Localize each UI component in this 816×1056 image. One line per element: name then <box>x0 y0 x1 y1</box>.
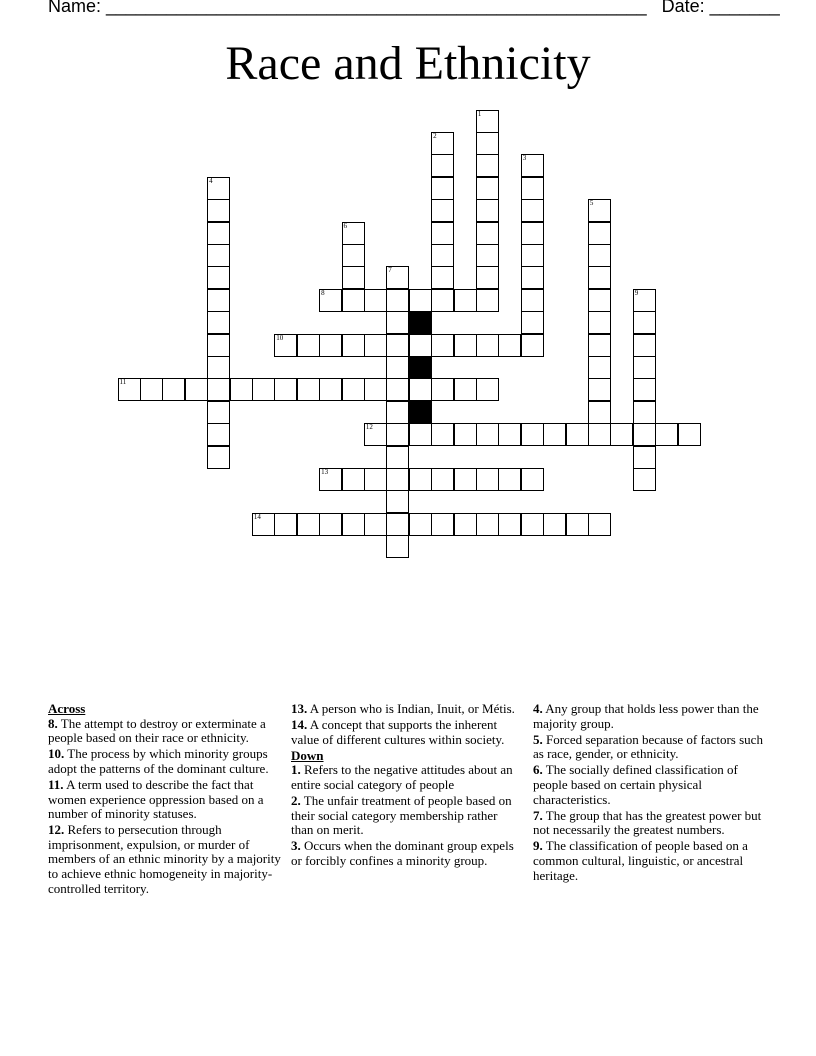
grid-cell[interactable] <box>386 468 409 491</box>
grid-cell[interactable] <box>207 199 230 222</box>
clue-number: 5 <box>589 199 594 208</box>
clue-text: Any group that holds less power than the majority group. <box>533 701 759 731</box>
grid-cell[interactable] <box>386 446 409 469</box>
grid-cell[interactable] <box>476 468 499 491</box>
grid-cell[interactable] <box>409 334 432 357</box>
across-clue <box>48 747 284 776</box>
grid-cell[interactable] <box>140 378 163 401</box>
grid-cell[interactable] <box>207 334 230 357</box>
clue-text: The classification of people based on a common cultural, linguistic, or ancestral heritage. <box>533 838 748 883</box>
clue-number: 6. <box>533 762 543 778</box>
grid-cell[interactable] <box>588 244 611 267</box>
grid-cell[interactable] <box>476 378 499 401</box>
grid-cell[interactable] <box>431 513 454 536</box>
page-title: Race and Ethnicity <box>225 37 591 90</box>
across-clue <box>291 718 523 747</box>
clue-text: The attempt to destroy or exterminate a people based on their race or ethnicity. <box>48 715 266 746</box>
grid-cell[interactable] <box>207 222 230 245</box>
grid-cell[interactable] <box>230 378 253 401</box>
grid-cell[interactable] <box>566 513 589 536</box>
grid-cell[interactable] <box>476 132 499 155</box>
grid-cell[interactable] <box>521 513 544 536</box>
down-clue-list <box>291 763 523 868</box>
grid-cell[interactable] <box>207 311 230 334</box>
grid-cell[interactable] <box>207 244 230 267</box>
grid-cell[interactable] <box>655 423 678 446</box>
down-clue <box>291 763 523 792</box>
grid-cell[interactable] <box>588 222 611 245</box>
clue-column-2 <box>291 702 523 870</box>
grid-cell[interactable] <box>185 378 208 401</box>
grid-cell[interactable] <box>409 289 432 312</box>
grid-cell[interactable] <box>409 423 432 446</box>
grid-cell[interactable] <box>386 513 409 536</box>
grid-cell[interactable] <box>476 513 499 536</box>
date-field-label: Date: _______ <box>661 0 780 16</box>
grid-cell[interactable] <box>386 266 409 289</box>
grid-cell[interactable] <box>319 289 342 312</box>
grid-block <box>409 401 432 424</box>
down-clue <box>533 839 765 883</box>
clue-text: A term used to describe the fact that women experience oppression based on a number of minority statuses. <box>48 776 264 822</box>
grid-cell[interactable] <box>476 154 499 177</box>
grid-cell[interactable] <box>521 199 544 222</box>
clue-number: 14. <box>291 717 308 733</box>
grid-cell[interactable] <box>386 311 409 334</box>
grid-cell[interactable] <box>588 311 611 334</box>
clue-number: 9 <box>634 288 639 297</box>
grid-cell[interactable] <box>274 513 297 536</box>
grid-cell[interactable] <box>409 513 432 536</box>
grid-cell[interactable] <box>431 244 454 267</box>
clue-number: 1. <box>291 762 301 778</box>
grid-cell[interactable] <box>588 266 611 289</box>
grid-cell[interactable] <box>454 423 477 446</box>
clue-number: 12 <box>365 423 373 432</box>
grid-cell[interactable] <box>319 468 342 491</box>
clue-number: 2 <box>433 131 437 140</box>
clue-text: The group that has the greatest power but not necessarily the greatest numbers. <box>533 807 762 838</box>
down-clue <box>533 733 765 762</box>
grid-cell[interactable] <box>431 334 454 357</box>
grid-cell[interactable] <box>476 199 499 222</box>
grid-cell[interactable] <box>409 468 432 491</box>
grid-cell[interactable] <box>476 177 499 200</box>
across-heading: Across <box>48 701 86 716</box>
grid-cell[interactable] <box>364 334 387 357</box>
grid-cell[interactable] <box>498 334 521 357</box>
grid-cell[interactable] <box>633 289 656 312</box>
grid-cell[interactable] <box>521 244 544 267</box>
clue-number: 2. <box>291 793 301 809</box>
clue-number: 4. <box>533 701 543 716</box>
grid-cell[interactable] <box>118 378 141 401</box>
grid-cell[interactable] <box>431 132 454 155</box>
clue-number: 7 <box>388 266 392 275</box>
grid-cell[interactable] <box>588 356 611 379</box>
grid-cell[interactable] <box>476 244 499 267</box>
grid-cell[interactable] <box>207 289 230 312</box>
clue-number: 13. <box>291 701 308 716</box>
down-clue <box>533 809 765 838</box>
clue-text: Occurs when the dominant group expels or forcibly confines a minority group. <box>291 838 514 868</box>
grid-cell[interactable] <box>386 535 409 558</box>
grid-cell[interactable] <box>588 513 611 536</box>
clue-text: Refers to the negative attitudes about an entire social category of people <box>291 762 513 792</box>
grid-cell[interactable] <box>207 446 230 469</box>
clue-number: 10. <box>48 746 65 762</box>
grid-block <box>409 311 432 334</box>
clue-number: 6 <box>343 221 347 230</box>
clue-column-3 <box>533 702 765 885</box>
clue-text: The socially defined classification of people based on certain physical characteristics. <box>533 762 738 807</box>
across-clue <box>291 702 523 717</box>
grid-cell[interactable] <box>319 334 342 357</box>
grid-cell[interactable] <box>588 199 611 222</box>
grid-cell[interactable] <box>364 289 387 312</box>
grid-cell[interactable] <box>297 334 320 357</box>
clue-number: 12. <box>48 822 65 838</box>
clue-number: 13 <box>321 467 329 476</box>
grid-cell[interactable] <box>207 356 230 379</box>
clue-number: 10 <box>276 333 284 342</box>
grid-cell[interactable] <box>521 154 544 177</box>
grid-cell[interactable] <box>588 289 611 312</box>
grid-cell[interactable] <box>342 222 365 245</box>
clue-number: 5. <box>533 731 543 747</box>
grid-cell[interactable] <box>633 423 656 446</box>
grid-cell[interactable] <box>431 222 454 245</box>
across-clue-list <box>48 717 284 897</box>
grid-cell[interactable] <box>342 378 365 401</box>
grid-cell[interactable] <box>431 468 454 491</box>
grid-cell[interactable] <box>476 266 499 289</box>
grid-cell[interactable] <box>431 378 454 401</box>
grid-cell[interactable] <box>588 334 611 357</box>
grid-cell[interactable] <box>588 378 611 401</box>
clue-text: Forced separation because of factors such as race, gender, or ethnicity. <box>533 731 763 762</box>
across-clue <box>48 717 284 746</box>
grid-cell[interactable] <box>364 468 387 491</box>
grid-cell[interactable] <box>566 423 589 446</box>
grid-cell[interactable] <box>342 468 365 491</box>
grid-cell[interactable] <box>521 266 544 289</box>
clue-number: 8. <box>48 715 58 731</box>
clue-number: 3 <box>522 154 527 163</box>
grid-cell[interactable] <box>498 423 521 446</box>
clue-column-1 <box>48 702 284 898</box>
grid-cell[interactable] <box>431 199 454 222</box>
grid-cell[interactable] <box>633 378 656 401</box>
grid-cell[interactable] <box>521 468 544 491</box>
grid-block <box>409 356 432 379</box>
grid-cell[interactable] <box>207 423 230 446</box>
grid-cell[interactable] <box>342 266 365 289</box>
grid-cell[interactable] <box>319 513 342 536</box>
grid-cell[interactable] <box>521 222 544 245</box>
grid-cell[interactable] <box>252 513 275 536</box>
clue-text: The process by which minority groups adopt the patterns of the dominant culture. <box>48 746 269 776</box>
clue-number: 8 <box>321 288 325 297</box>
grid-cell[interactable] <box>633 401 656 424</box>
grid-cell[interactable] <box>521 423 544 446</box>
grid-cell[interactable] <box>207 266 230 289</box>
grid-cell[interactable] <box>454 334 477 357</box>
clue-number: 9. <box>533 838 543 854</box>
grid-cell[interactable] <box>342 244 365 267</box>
grid-cell[interactable] <box>521 177 544 200</box>
grid-cell[interactable] <box>364 423 387 446</box>
grid-cell[interactable] <box>207 378 230 401</box>
grid-cell[interactable] <box>454 513 477 536</box>
grid-cell[interactable] <box>476 289 499 312</box>
clue-number: 3. <box>291 838 301 854</box>
grid-cell[interactable] <box>633 468 656 491</box>
grid-cell[interactable] <box>633 334 656 357</box>
grid-cell[interactable] <box>476 110 499 133</box>
across-clue <box>48 823 284 896</box>
across-clue <box>48 778 284 822</box>
grid-cell[interactable] <box>476 334 499 357</box>
grid-cell[interactable] <box>386 289 409 312</box>
grid-cell[interactable] <box>297 378 320 401</box>
grid-cell[interactable] <box>633 311 656 334</box>
down-clue <box>533 702 765 731</box>
grid-cell[interactable] <box>498 513 521 536</box>
grid-cell[interactable] <box>162 378 185 401</box>
grid-cell[interactable] <box>274 334 297 357</box>
down-clue <box>291 794 523 838</box>
clue-text: A person who is Indian, Inuit, or Métis. <box>307 701 515 716</box>
across-clue-list-continued <box>291 702 523 747</box>
grid-cell[interactable] <box>386 356 409 379</box>
grid-cell[interactable] <box>319 378 342 401</box>
grid-cell[interactable] <box>342 513 365 536</box>
clue-text: Refers to persecution through imprisonment, expulsion, or murder of members of an ethnic minority by a majority to achieve ethnic homogeneity in majority- controlled territory. <box>48 822 281 896</box>
grid-cell[interactable] <box>633 446 656 469</box>
grid-cell[interactable] <box>364 378 387 401</box>
grid-cell[interactable] <box>454 468 477 491</box>
grid-cell[interactable] <box>498 468 521 491</box>
grid-cell[interactable] <box>454 378 477 401</box>
grid-cell[interactable] <box>386 334 409 357</box>
grid-cell[interactable] <box>543 423 566 446</box>
grid-cell[interactable] <box>342 334 365 357</box>
grid-cell[interactable] <box>521 334 544 357</box>
grid-cell[interactable] <box>207 401 230 424</box>
down-heading: Down <box>291 747 324 763</box>
grid-cell[interactable] <box>207 177 230 200</box>
clue-number: 14 <box>253 512 261 521</box>
grid-cell[interactable] <box>431 423 454 446</box>
down-clue <box>291 839 523 868</box>
clue-text: A concept that supports the inherent value of different cultures within society. <box>291 717 505 747</box>
grid-cell[interactable] <box>521 289 544 312</box>
grid-cell[interactable] <box>386 423 409 446</box>
grid-cell[interactable] <box>252 378 275 401</box>
grid-cell[interactable] <box>274 378 297 401</box>
grid-cell[interactable] <box>431 266 454 289</box>
grid-cell[interactable] <box>431 177 454 200</box>
grid-cell[interactable] <box>297 513 320 536</box>
clue-number: 11 <box>119 378 127 387</box>
clue-number: 7. <box>533 807 543 823</box>
grid-cell[interactable] <box>476 423 499 446</box>
clue-text: The unfair treatment of people based on their social category membership rather than on merit. <box>291 793 512 838</box>
grid-cell[interactable] <box>386 401 409 424</box>
grid-cell[interactable] <box>431 154 454 177</box>
grid-cell[interactable] <box>431 289 454 312</box>
down-clue-list-continued <box>533 702 765 883</box>
down-clue <box>533 763 765 807</box>
grid-cell[interactable] <box>409 378 432 401</box>
clue-number: 1 <box>477 109 482 118</box>
grid-cell[interactable] <box>386 490 409 513</box>
grid-cell[interactable] <box>454 289 477 312</box>
grid-cell[interactable] <box>386 378 409 401</box>
grid-cell[interactable] <box>543 513 566 536</box>
grid-cell[interactable] <box>364 513 387 536</box>
name-field-label: Name: ______________________________________________________ <box>48 0 647 16</box>
grid-cell[interactable] <box>588 401 611 424</box>
grid-cell[interactable] <box>678 423 701 446</box>
grid-cell[interactable] <box>476 222 499 245</box>
grid-cell[interactable] <box>342 289 365 312</box>
grid-cell[interactable] <box>521 311 544 334</box>
grid-cell[interactable] <box>610 423 633 446</box>
clue-number: 11. <box>48 776 64 792</box>
grid-cell[interactable] <box>588 423 611 446</box>
clue-number: 4 <box>209 176 213 185</box>
grid-cell[interactable] <box>633 356 656 379</box>
